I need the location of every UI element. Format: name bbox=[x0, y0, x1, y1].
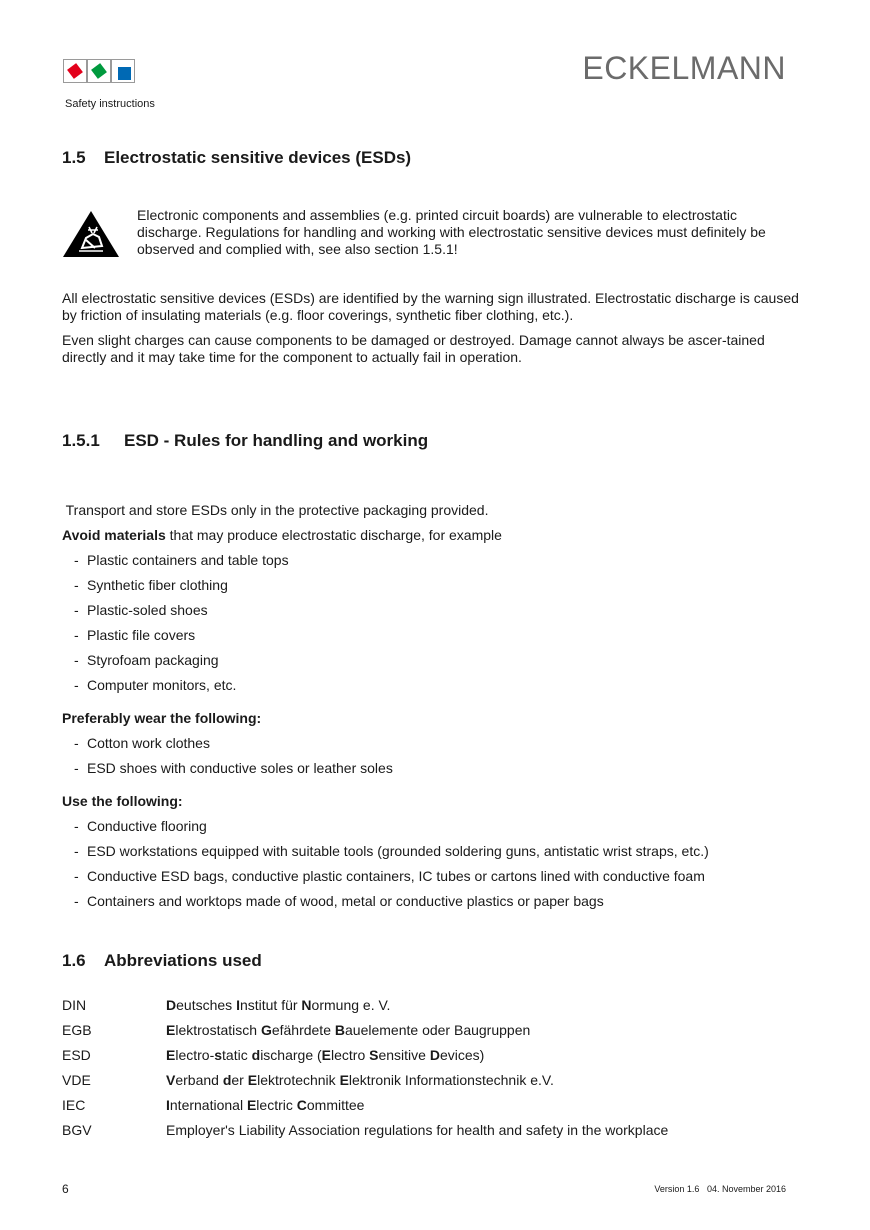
eckelmann-logo-squares bbox=[63, 59, 135, 83]
avoid-materials-bold: Avoid materials bbox=[62, 527, 166, 543]
abbreviation-key: BGV bbox=[62, 1122, 92, 1138]
use-heading: Use the following: bbox=[62, 793, 183, 809]
list-item: - Computer monitors, etc. bbox=[74, 677, 237, 693]
list-item: - Synthetic fiber clothing bbox=[74, 577, 228, 593]
abbreviation-key: DIN bbox=[62, 997, 87, 1013]
brand-logo-text: ECKELMANN bbox=[582, 50, 786, 86]
section-number: 1.5 bbox=[62, 148, 86, 167]
version-info: Version 1.6 04. November 2016 bbox=[654, 1184, 786, 1194]
section-1-5-1-heading bbox=[62, 431, 428, 451]
list-item: - ESD workstations equipped with suitable tools (grounded soldering guns, antistatic wrist straps, etc.) bbox=[74, 843, 709, 859]
list-item: - Containers and worktops made of wood, metal or conductive plastics or paper bags bbox=[74, 893, 604, 909]
section-title: Electrostatic sensitive devices (ESDs) bbox=[104, 148, 412, 167]
avoid-materials-line bbox=[62, 523, 822, 548]
abbreviation-meaning: International Electric Committee bbox=[166, 1097, 365, 1113]
page-number: 6 bbox=[62, 1182, 69, 1196]
abbreviation-key: EGB bbox=[62, 1022, 92, 1038]
abbreviation-meaning: Employer's Liability Association regulations for health and safety in the workplace bbox=[166, 1122, 669, 1138]
abbreviation-meaning: Electro-static discharge (Electro Sensitive Devices) bbox=[166, 1047, 485, 1063]
abbreviation-meaning: Verband der Elektrotechnik Elektronik Informationstechnik e.V. bbox=[166, 1072, 554, 1088]
header-subtitle: Safety instructions bbox=[65, 98, 155, 110]
section-title: Abbreviations used bbox=[104, 951, 262, 970]
abbreviation-key: ESD bbox=[62, 1047, 91, 1063]
esd-warning-icon bbox=[62, 210, 120, 258]
list-item: - ESD shoes with conductive soles or leather soles bbox=[74, 760, 393, 776]
section-title: ESD - Rules for handling and working bbox=[124, 431, 429, 450]
abbreviation-meaning: Deutsches Institut für Normung e. V. bbox=[166, 997, 391, 1013]
paragraph-esd-identification: All electrostatic sensitive devices (ESDs) are identified by the warning sign illustrated. Electrostatic discharge is caused by friction of insulating materials (e.g. floor coverings, synthetic fiber clothing, etc.). bbox=[62, 290, 799, 323]
esd-warning-text: Electronic components and assemblies (e.g. printed circuit boards) are vulnerable to electrostatic discharge. Regulations for handling and working with electrostatic sensitive devices must definitely be observed and complied with, see also section 1.5.1! bbox=[137, 207, 766, 257]
list-item: - Styrofoam packaging bbox=[74, 652, 219, 668]
list-item: - Plastic containers and table tops bbox=[74, 552, 289, 568]
list-item: - Conductive ESD bags, conductive plastic containers, IC tubes or cartons lined with conductive foam bbox=[74, 868, 705, 884]
wear-heading: Preferably wear the following: bbox=[62, 710, 262, 726]
section-1-6-heading bbox=[62, 951, 262, 971]
list-item: - Conductive flooring bbox=[74, 818, 207, 834]
abbreviation-meaning: Elektrostatisch Gefährdete Bauelemente oder Baugruppen bbox=[166, 1022, 531, 1038]
paragraph-esd-damage: Even slight charges can cause components to be damaged or destroyed. Damage cannot always be ascer-tained directly and it may take time for the component to actually fail in operation. bbox=[62, 332, 765, 365]
section-1-5-heading bbox=[62, 148, 411, 168]
list-item: - Cotton work clothes bbox=[74, 735, 210, 751]
list-item: - Plastic-soled shoes bbox=[74, 602, 208, 618]
section-number: 1.6 bbox=[62, 951, 86, 970]
section-number: 1.5.1 bbox=[62, 431, 100, 450]
list-item: - Plastic file covers bbox=[74, 627, 196, 643]
avoid-materials-rest: that may produce electrostatic discharge, for example bbox=[165, 527, 502, 543]
abbreviation-key: VDE bbox=[62, 1072, 91, 1088]
logo-blue-square bbox=[118, 67, 131, 80]
transport-rule: Transport and store ESDs only in the protective packaging provided. bbox=[62, 502, 489, 518]
abbreviation-key: IEC bbox=[62, 1097, 86, 1113]
esd-rules-block bbox=[62, 498, 822, 914]
